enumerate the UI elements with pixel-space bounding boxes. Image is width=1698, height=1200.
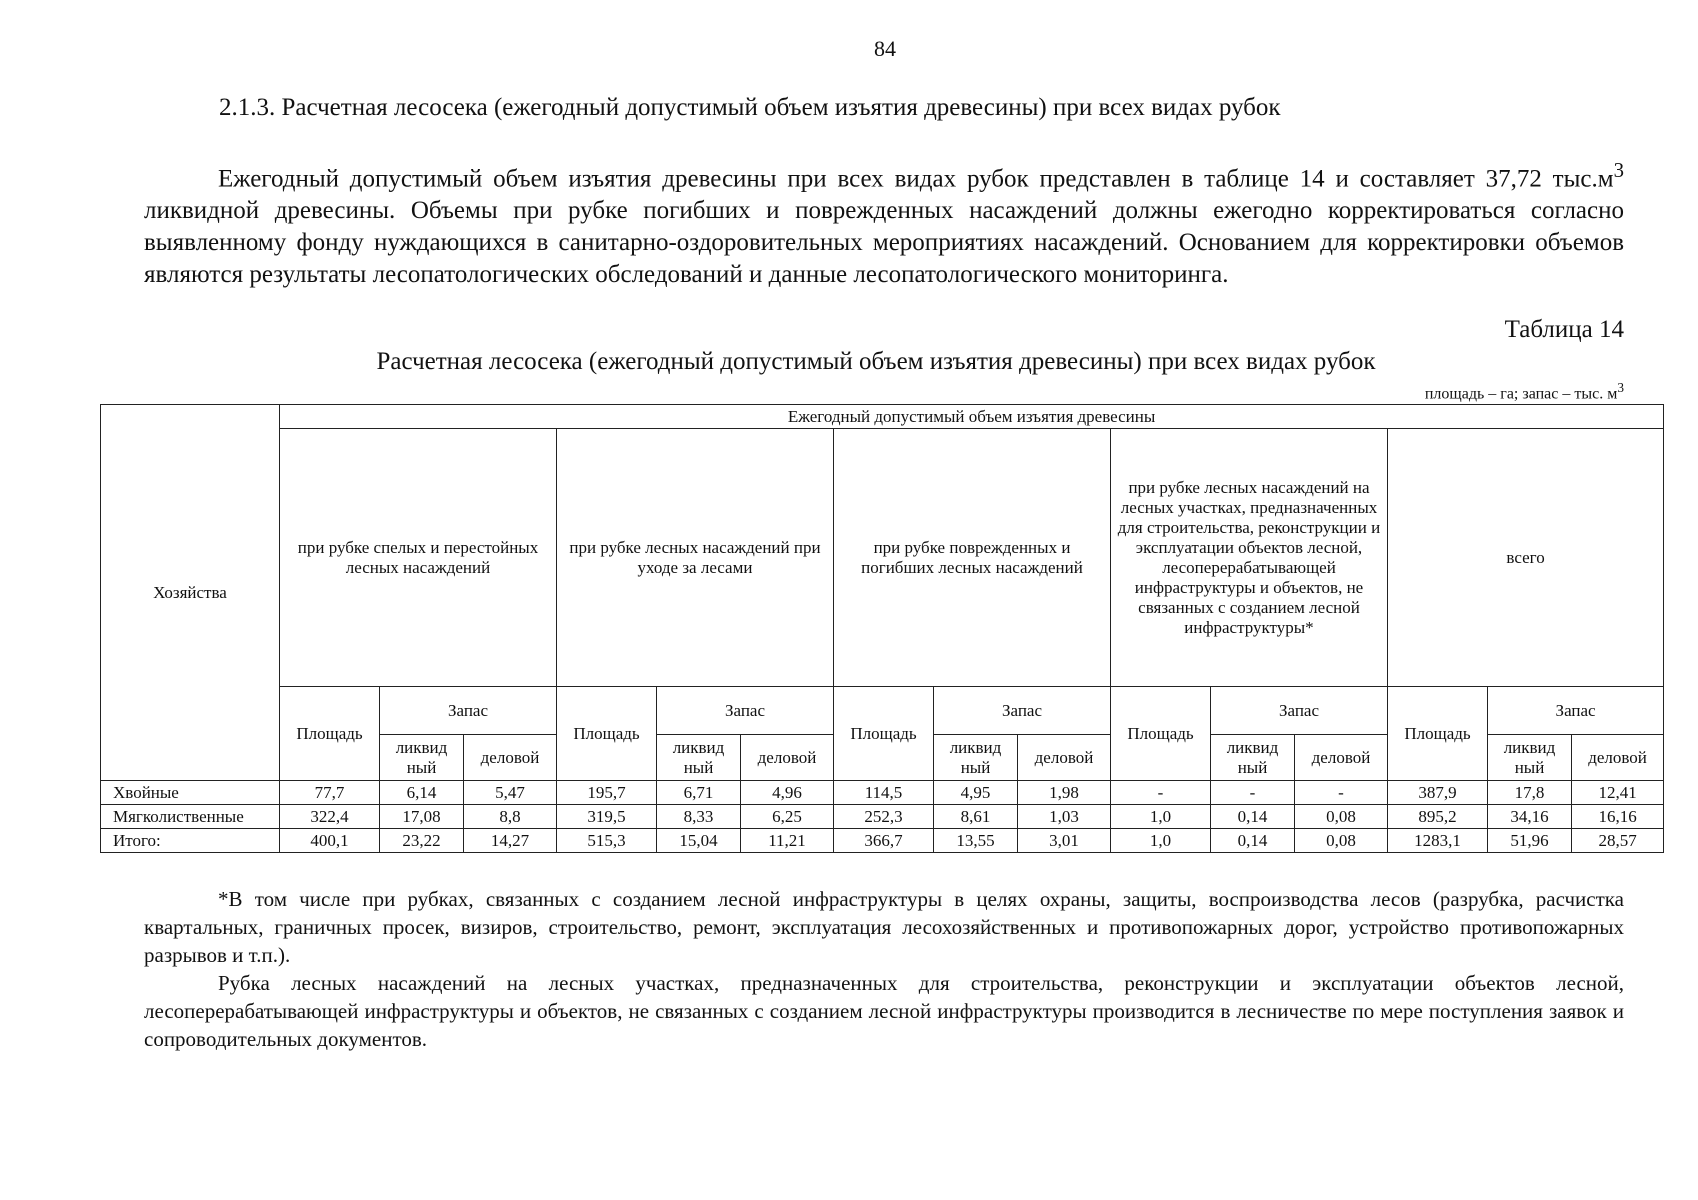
header-commercial: деловой	[741, 735, 834, 781]
table-cell: 28,57	[1572, 829, 1664, 853]
header-liquid	[1211, 735, 1295, 781]
table-cell: 195,7	[557, 781, 657, 805]
footnote-infrastructure: *В том числе при рубках, связанных с созданием лесной инфраструктуры в целях охраны, защиты, воспроизводства лесов (разрубка, расчистка квартальных, граничных просек, визиров, строительство, ремонт, эксплуатация лесохозяйственных и противопожарных дорог, устройство противопожарных разрывов и т.п.).	[144, 887, 1624, 967]
table-cell: 1,0	[1111, 805, 1211, 829]
header-area: Площадь	[1111, 687, 1211, 781]
table-cell: 366,7	[834, 829, 934, 853]
table-cell: 1,0	[1111, 829, 1211, 853]
header-stock: Запас	[657, 687, 834, 735]
table-cell: 895,2	[1388, 805, 1488, 829]
table-cell: 515,3	[557, 829, 657, 853]
table-units	[1425, 380, 1624, 403]
table-cell: 0,14	[1211, 805, 1295, 829]
table-cell: 8,33	[657, 805, 741, 829]
table-cell: 17,8	[1488, 781, 1572, 805]
table-cell: 1,98	[1018, 781, 1111, 805]
header-liquid-line-2: ный	[960, 757, 991, 777]
table-cell: 12,41	[1572, 781, 1664, 805]
page-number: 84	[874, 36, 896, 61]
table-cell: 77,7	[280, 781, 380, 805]
table-cell: 319,5	[557, 805, 657, 829]
table-cell: 14,27	[464, 829, 557, 853]
header-liquid	[657, 735, 741, 781]
cutting-volume-table	[100, 404, 1664, 853]
table-cell: 114,5	[834, 781, 934, 805]
intro-text-part-1: Ежегодный допустимый объем изъятия древесины при всех видах рубок представлен в таблице 14 и составляет 37,72 тыс.м	[218, 165, 1614, 193]
header-liquid-line-1: ликвид	[395, 737, 448, 757]
header-liquid-line-1: ликвид	[672, 737, 725, 757]
table-cell: 252,3	[834, 805, 934, 829]
table-cell: 322,4	[280, 805, 380, 829]
header-area: Площадь	[1388, 687, 1488, 781]
intro-paragraph	[144, 154, 1624, 291]
table-cell: 17,08	[380, 805, 464, 829]
intro-cubic-superscript: 3	[1613, 158, 1624, 182]
table-cell: 13,55	[934, 829, 1018, 853]
header-stock: Запас	[1211, 687, 1388, 735]
table-cell: 34,16	[1488, 805, 1572, 829]
header-liquid-line-2: ный	[1514, 757, 1545, 777]
header-liquid-line-2: ный	[1237, 757, 1268, 777]
table-cell: 3,01	[1018, 829, 1111, 853]
header-group-damaged: при рубке поврежденных и погибших лесных насаждений	[834, 429, 1111, 687]
table-title: Расчетная лесосека (ежегодный допустимый объем изъятия древесины) при всех видах рубок	[376, 348, 1376, 375]
header-liquid	[380, 735, 464, 781]
header-group-mature: при рубке спелых и перестойных лесных насаждений	[280, 429, 557, 687]
table-cell: 5,47	[464, 781, 557, 805]
header-liquid-line-1: ликвид	[1226, 737, 1279, 757]
table-cell: 8,61	[934, 805, 1018, 829]
table-cell: 23,22	[380, 829, 464, 853]
header-stock: Запас	[1488, 687, 1664, 735]
footnote-construction: Рубка лесных насаждений на лесных участках, предназначенных для строительства, реконструкции и эксплуатации объектов лесной, лесоперерабатывающей инфраструктуры и объектов, не связанных с созданием лесной инфраструктуры производится в лесничестве по мере поступления заявок и сопроводительных документов.	[144, 971, 1624, 1051]
table-cell: 15,04	[657, 829, 741, 853]
table-label: Таблица 14	[1504, 316, 1624, 343]
table-row-softwood	[101, 805, 1664, 829]
header-stock: Запас	[380, 687, 557, 735]
table-cell: -	[1211, 781, 1295, 805]
header-area: Площадь	[280, 687, 380, 781]
header-commercial: деловой	[464, 735, 557, 781]
header-liquid-line-1: ликвид	[1503, 737, 1556, 757]
header-liquid-line-1: ликвид	[949, 737, 1002, 757]
table-row-conifer	[101, 781, 1664, 805]
table-cell: 1,03	[1018, 805, 1111, 829]
row-label: Мягколиственные	[101, 805, 280, 829]
header-liquid-line-2: ный	[683, 757, 714, 777]
table-row-total	[101, 829, 1664, 853]
table-cell: -	[1111, 781, 1211, 805]
row-label: Итого:	[101, 829, 280, 853]
table-cell: -	[1295, 781, 1388, 805]
table-cell: 11,21	[741, 829, 834, 853]
header-area: Площадь	[557, 687, 657, 781]
table-cell: 387,9	[1388, 781, 1488, 805]
intro-text-part-2: ликвидной древесины. Объемы при рубке погибших и поврежденных насаждений должны ежегодно корректироваться согласно выявленному фонду нуждающихся в санитарно-оздоровительных мероприятиях насаждений. Основанием для корректировки объемов являются результаты лесопатологических обследований и данные лесопатологического мониторинга.	[144, 197, 1624, 289]
row-label: Хвойные	[101, 781, 280, 805]
table-cell: 0,14	[1211, 829, 1295, 853]
table-cell: 6,25	[741, 805, 834, 829]
header-liquid-line-2: ный	[406, 757, 437, 777]
table-cell: 4,95	[934, 781, 1018, 805]
header-commercial: деловой	[1572, 735, 1664, 781]
table-cell: 16,16	[1572, 805, 1664, 829]
header-annual-volume: Ежегодный допустимый объем изъятия древесины	[280, 405, 1664, 429]
header-stock: Запас	[934, 687, 1111, 735]
header-farms: Хозяйства	[101, 405, 280, 781]
header-group-total: всего	[1388, 429, 1664, 687]
header-commercial: деловой	[1018, 735, 1111, 781]
header-area: Площадь	[834, 687, 934, 781]
header-commercial: деловой	[1295, 735, 1388, 781]
table-cell: 400,1	[280, 829, 380, 853]
table-cell: 1283,1	[1388, 829, 1488, 853]
header-group-thinning: при рубке лесных насаждений при уходе за лесами	[557, 429, 834, 687]
table-cell: 0,08	[1295, 829, 1388, 853]
section-heading: 2.1.3. Расчетная лесосека (ежегодный допустимый объем изъятия древесины) при всех видах рубок	[219, 94, 1281, 121]
header-liquid	[934, 735, 1018, 781]
table-cell: 8,8	[464, 805, 557, 829]
table-cell: 51,96	[1488, 829, 1572, 853]
header-liquid	[1488, 735, 1572, 781]
table-units-text: площадь – га; запас – тыс. м	[1424, 385, 1618, 403]
table-cell: 0,08	[1295, 805, 1388, 829]
table-cell: 4,96	[741, 781, 834, 805]
table-units-superscript: 3	[1617, 380, 1624, 395]
header-group-construction: при рубке лесных насаждений на лесных участках, предназначенных для строительства, реконструкции и эксплуатации объектов лесной, лесоперерабатывающей инфраструктуры и объектов, не связанных с созданием лесной инфраструктуры*	[1111, 429, 1388, 687]
table-cell: 6,14	[380, 781, 464, 805]
table-cell: 6,71	[657, 781, 741, 805]
